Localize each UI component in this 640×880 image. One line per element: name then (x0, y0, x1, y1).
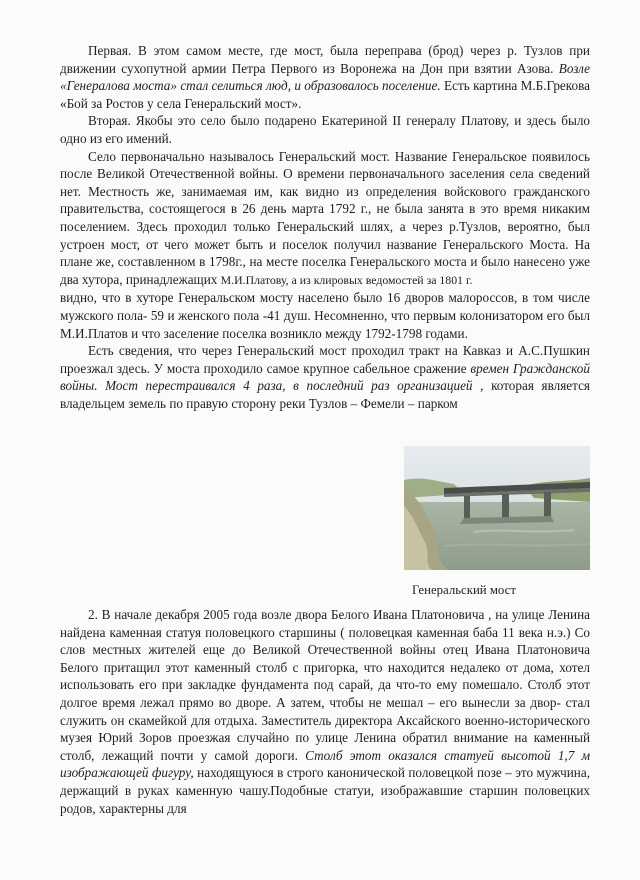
section-2-text (60, 606, 590, 817)
paragraph-bridge-facts: Есть сведения, что через Генеральский мост проходил тракт на Кавказ и А.С.Пушкин проезжал здесь. У моста проходило самое крупное сабельное сражение времен Гражданской войны. Мост перестраивался 4 раза, в последний раз организацией , которая является владельцем земель по правую сторону реки Тузлов – Фемели – парком (60, 343, 590, 411)
paragraph-second-version: Вторая. Якобы это село было подарено Екатериной II генералу Платову, и здесь было одно из его имений. (60, 113, 590, 146)
photo-caption: Генеральский мост (412, 583, 516, 597)
paragraph-village-history: Село первоначально называлось Генеральский мост. Название Генеральское появилось после Великой Отечественной войны. О времени первоначального заселения села сведений нет. Местность же, занимаемая им, как видно из определения войскового гражданского правительства, состоящегося в 26 день марта 1792 г., не была занята в это время никаким поселением. Здесь проходил только Генеральский шлях, а через р.Тузлов, вероятно, был устроен мост, от чего может быть и поселок получил название Генеральского Моста. На плане же, составленном в 1798г., на месте поселка Генеральского моста и было нанесено уже два хутора, принадлежащих М.И.Платову, а из клировых ведомостей за 1801 г. (60, 148, 590, 287)
paragraph-village-history-continued: видно, что в хуторе Генеральском мосту населено было 16 дворов малороссов, в том числе мужского пола- 59 и женского пола -41 душ. Несомненно, что первым колонизатором его был М.И.Платов и что заселение поселка возникло между 1792-1798 годами. (60, 290, 590, 341)
paragraph-first-version: Первая. В этом самом месте, где мост, была переправа (брод) через р. Тузлов при движении сухопутной армии Петра Первого из Воронежа на Дон при взятии Азова. Возле «Генералова моста» стал селиться люд, и образовалось поселение. Есть картина М.Б.Грекова «Бой за Ростов у села Генеральский мост». (60, 43, 591, 111)
paragraph-polovtsian-statue: 2. В начале декабря 2005 года возле двора Белого Ивана Платоновича , на улице Ленина найдена каменная статуя половецкого старшины ( половецкая каменная баба 11 века н.э.) Со слов местных жителей еще до Великой Отечественной войны отец Ивана Платоновича Белого притащил этот каменный столб с пригорка, что находится недалеко от дома, хотел использовать его при закладке фундамента под сарай, да что-то ему помешало. Столб этот долгое время лежал прямо во дворе. А затем, чтобы не мешал – его вынесли за двор- стал служить он скамейкой для отдыха. Заместитель директора Аксайского военно-исторического музея Юрий Зоров проезжая случайно по улице Ленина обратил внимание на каменный столб, лежащий почти у самой дороги. Столб этот оказался статуей высотой 1,7 м изображающей фигуру, находящуюся в строго канонической половецкой позе – это мужчина, держащий в руках каменную чашу.Подобные статуи, изображавшие старшин половецких родов, характерны для (60, 607, 591, 816)
bridge-photo (404, 446, 590, 570)
section-1-text (60, 42, 590, 412)
